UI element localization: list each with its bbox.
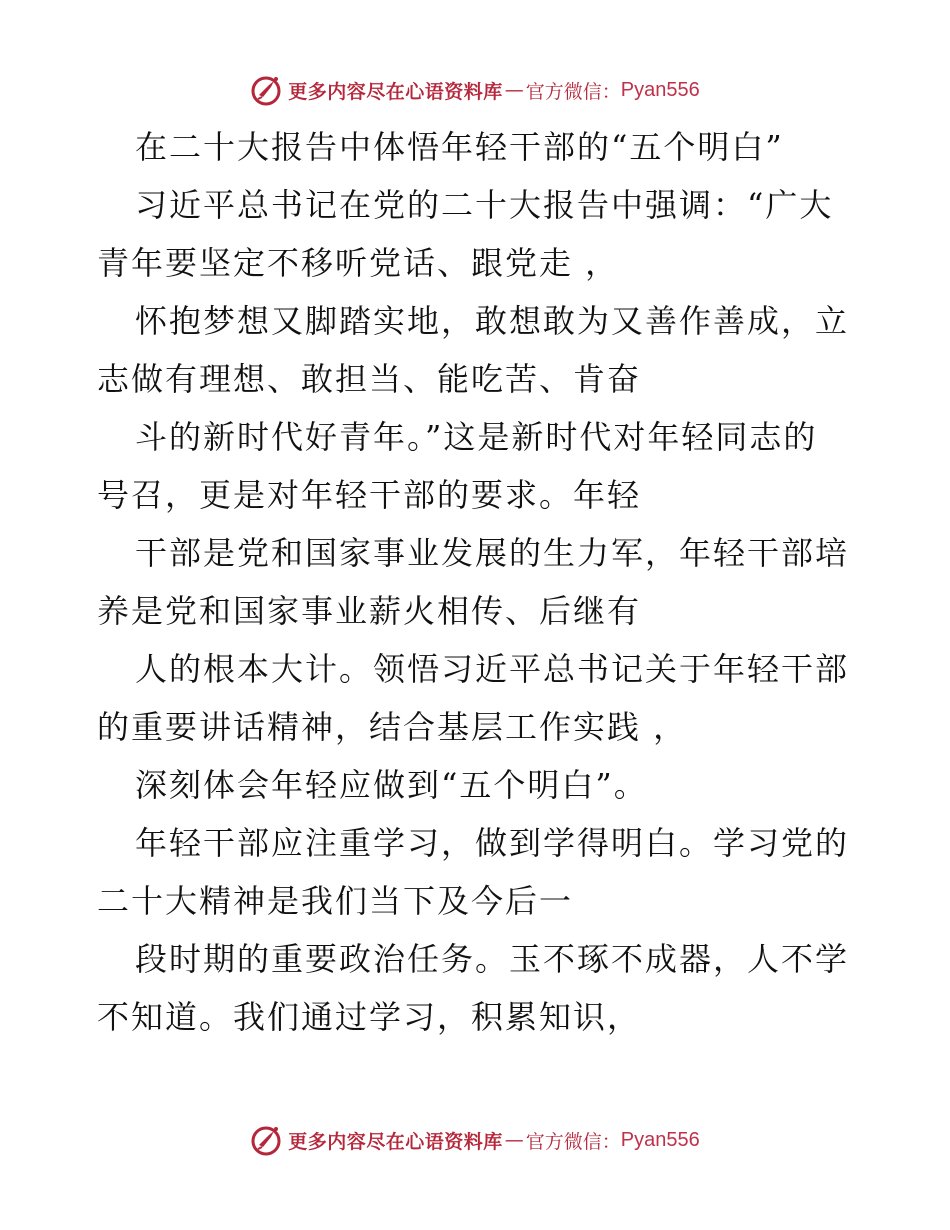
text-line: 干部是党和国家事业发展的生力军，年轻干部培 (135, 534, 850, 572)
document-body (97, 118, 857, 1046)
watermark-wechat-label: 官方微信： (525, 1130, 621, 1153)
footer-watermark (0, 1120, 950, 1160)
watermark-dash: — (504, 79, 524, 101)
text-line: 青年要坚定不移听党话、跟党走 ， (97, 244, 620, 282)
watermark-brand: 更多内容尽在心语资料库 (288, 80, 503, 103)
text-line: 人的根本大计。领悟习近平总书记关于年轻干部 (135, 650, 850, 688)
text-line: 怀抱梦想又脚踏实地，敢想敢为又善作善成，立 (135, 302, 850, 340)
watermark-handle: Pyan556 (620, 78, 700, 101)
text-line: 不知道。我们通过学习，积累知识， (97, 998, 642, 1036)
text-line: 习近平总书记在党的二十大报告中强调：“广大 (135, 186, 834, 224)
text-line: 的重要讲话精神，结合基层工作实践 ， (97, 708, 688, 746)
text-line: 养是党和国家事业薪火相传、后继有 (97, 592, 642, 630)
watermark-wechat-label: 官方微信： (525, 80, 621, 103)
text-line: 深刻体会年轻应做到“五个明白”。 (135, 766, 648, 804)
text-line: 斗的新时代好青年。”这是新时代对年轻同志的 (135, 418, 818, 456)
watermark-handle: Pyan556 (620, 1128, 700, 1151)
text-line: 号召，更是对年轻干部的要求。年轻 (97, 476, 642, 514)
watermark-brand: 更多内容尽在心语资料库 (288, 1130, 503, 1153)
text-line: 志做有理想、敢担当、能吃苦、肯奋 (97, 360, 642, 398)
header-watermark (0, 70, 950, 110)
text-line: 二十大精神是我们当下及今后一 (97, 882, 574, 920)
book-quill-icon (250, 73, 284, 107)
text-line: 年轻干部应注重学习，做到学得明白。学习党的 (135, 824, 850, 862)
book-quill-icon (250, 1123, 284, 1157)
text-line: 段时期的重要政治任务。玉不琢不成器，人不学 (135, 940, 850, 978)
watermark-dash: — (504, 1129, 524, 1151)
document-title: 在二十大报告中体悟年轻干部的“五个明白” (135, 128, 784, 166)
